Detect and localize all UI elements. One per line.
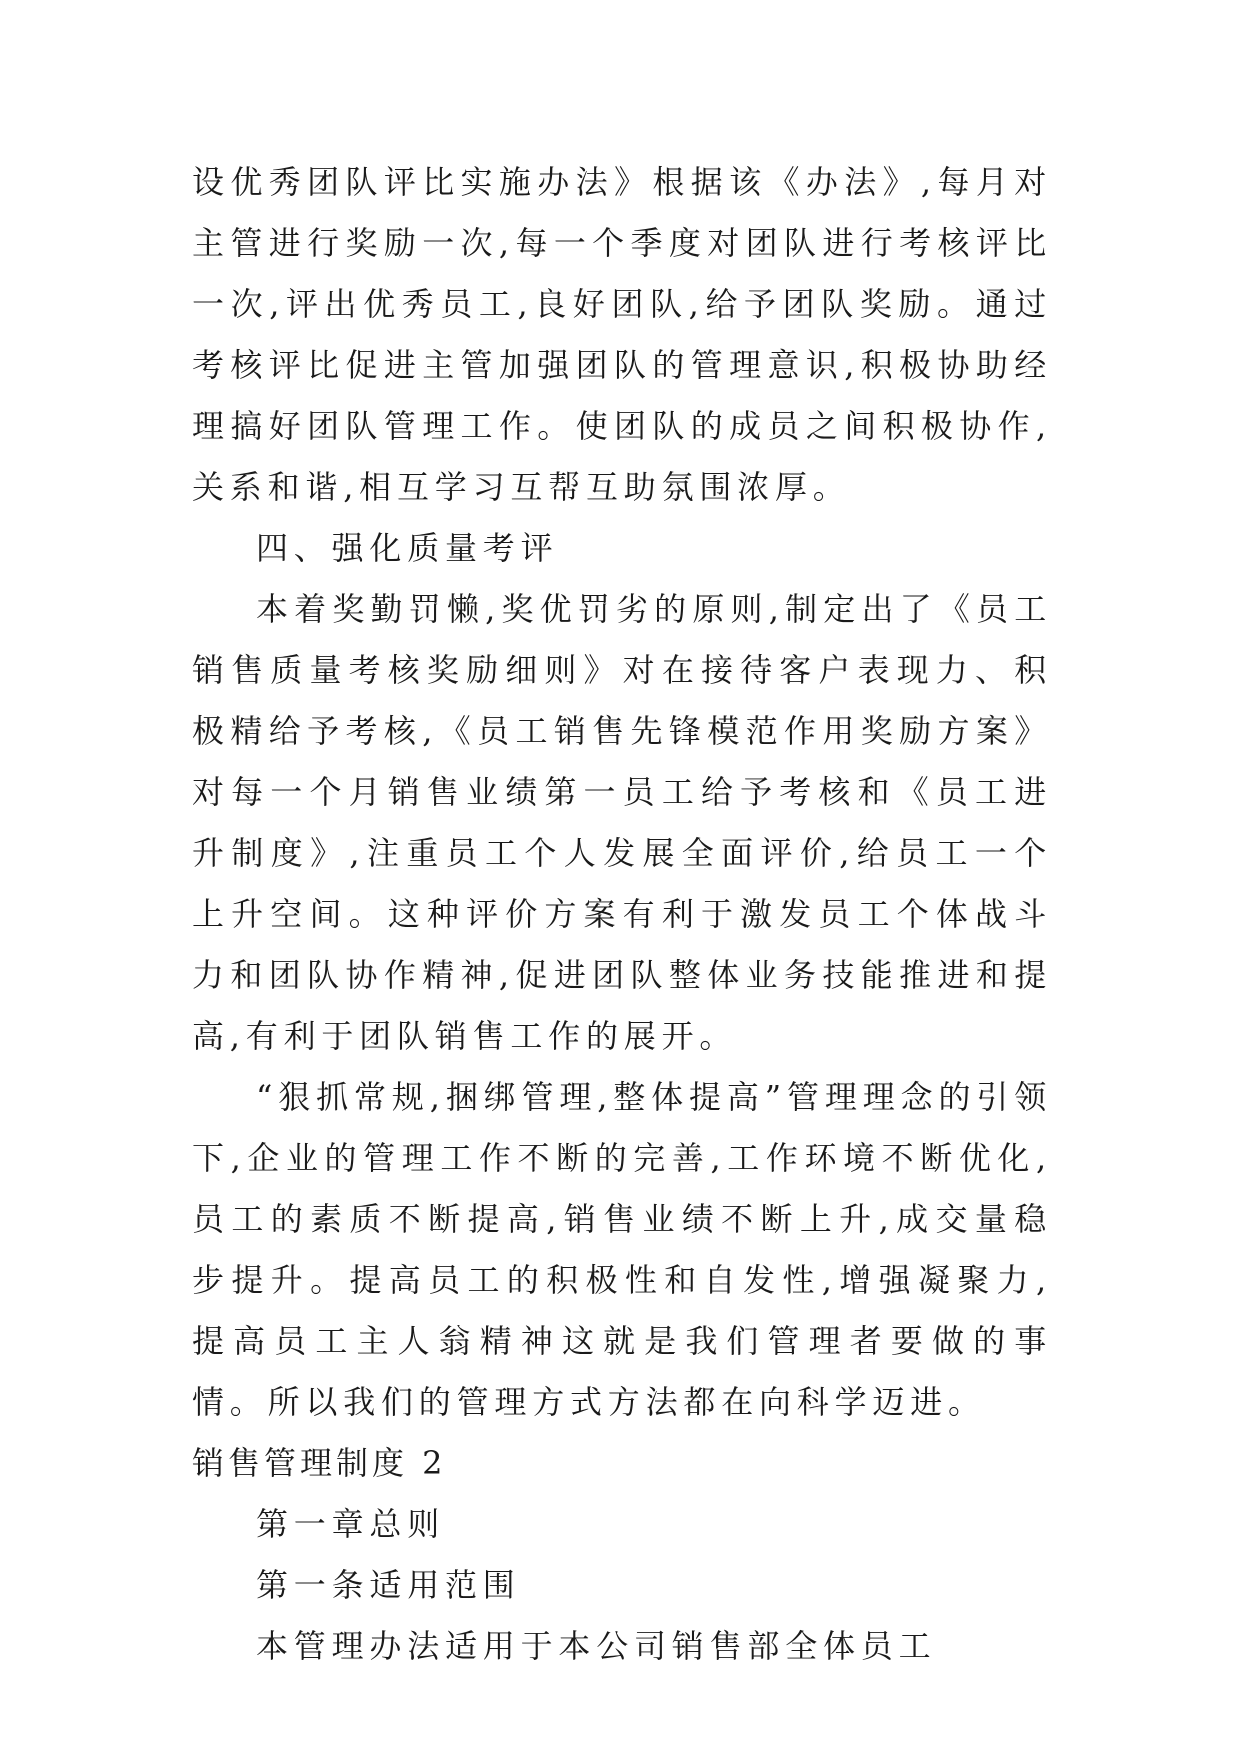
chapter-heading: 第一章总则 xyxy=(256,1505,446,1543)
article-body: 本管理办法适用于本公司销售部全体员工 xyxy=(256,1627,937,1665)
document-body xyxy=(192,152,1052,1677)
body-paragraph: 本着奖勤罚懒,奖优罚劣的原则,制定出了《员工销售质量考核奖励细则》对在接待客户表现力、积极精给予考核,《员工销售先锋模范作用奖励方案》对每一个月销售业绩第一员工给予考核和《员工进升制度》,注重员工个人发展全面评价,给员工一个上升空间。这种评价方案有利于激发员工个体战斗力和团队协作精神,促进团队整体业务技能推进和提高,有利于团队销售工作的展开。 xyxy=(192,590,1052,1055)
section-heading: 四、强化质量考评 xyxy=(256,529,559,567)
document-title: 销售管理制度 2 xyxy=(192,1444,447,1482)
body-paragraph: “狠抓常规,捆绑管理,整体提高”管理理念的引领下,企业的管理工作不断的完善,工作环境不断优化,员工的素质不断提高,销售业绩不断上升,成交量稳步提升。提高员工的积极性和自发性,增强凝聚力,提高员工主人翁精神这就是我们管理者要做的事情。所以我们的管理方式方法都在向科学迈进。 xyxy=(192,1078,1052,1421)
body-paragraph: 设优秀团队评比实施办法》根据该《办法》,每月对主管进行奖励一次,每一个季度对团队进行考核评比一次,评出优秀员工,良好团队,给予团队奖励。通过考核评比促进主管加强团队的管理意识,积极协助经理搞好团队管理工作。使团队的成员之间积极协作,关系和谐,相互学习互帮互助氛围浓厚。 xyxy=(192,163,1052,506)
article-heading: 第一条适用范围 xyxy=(256,1566,521,1604)
